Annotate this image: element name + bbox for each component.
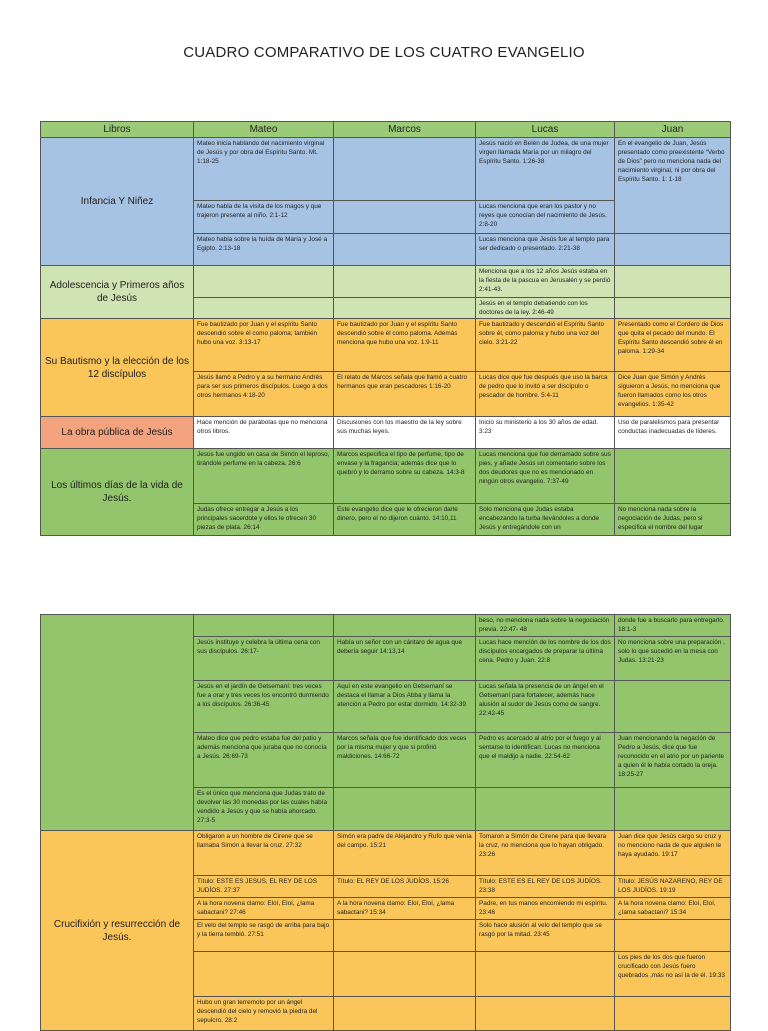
cell-mateo: Hace mención de parábolas que no menciona otros libros.	[194, 417, 334, 449]
category-obra-publica: La obra pública de Jesús	[41, 417, 194, 449]
cell-juan: Juan dice que Jesús cargo su cruz y no menciono nada de que alguien le haya ayudado. 19:17	[615, 831, 731, 876]
cell-juan: donde fue a buscarlo para entregarlo. 18:1-3	[615, 615, 731, 637]
cell-marcos: Fue bautizado por Juan y el espíritu Santo descendió sobre él como paloma. Además menciona que hubo una voz. 1:9-11	[334, 319, 476, 372]
category-bautismo: Su Bautismo y la elección de los 12 discípulos	[41, 319, 194, 417]
cell-juan: No menciona sobre una preparación , solo lo que sucedió en la mesa con Judas. 13:21-23	[615, 637, 731, 681]
cell-juan: No menciona nada sobre la negociación de Judas, pero si especifica el nombre del lugar	[615, 504, 731, 536]
cell-mateo: Mateo dice que pedro estaba fue del patio y además menciona que juraba que no conocía a Jesús. 26:69-73	[194, 733, 334, 788]
cell-mateo	[194, 298, 334, 319]
cell-juan	[615, 681, 731, 733]
cell-marcos: Título: EL REY DE LOS JUDÍOS. 15:26	[334, 876, 476, 898]
table-row	[41, 417, 731, 449]
cell-marcos	[334, 201, 476, 234]
cell-lucas	[476, 997, 615, 1031]
cell-mateo: Fue bautizado por Juan y el espíritu Santo descendió sobre él como paloma; también hubo una voz. 3:13-17	[194, 319, 334, 372]
header-mateo: Mateo	[194, 122, 334, 138]
cell-juan	[615, 449, 731, 504]
category-crucifixion: Crucifixión y resurrección de Jesús.	[41, 831, 194, 1031]
cell-mateo: Jesús llamó a Pedro y a su hermano Andrés para ser sus primeros discípulos. Luego a dos otros hermanos 4:18-20	[194, 372, 334, 417]
cell-mateo: Mateo habla de la visita de los magos y que trajeron presente al niño. 2:1-12	[194, 201, 334, 234]
table-row	[41, 138, 731, 201]
cell-juan	[615, 788, 731, 831]
category-adolescencia: Adolescencia y Primeros años de Jesús	[41, 266, 194, 319]
comparison-table-part-1	[40, 121, 731, 536]
header-row	[41, 122, 731, 138]
cell-marcos	[334, 234, 476, 266]
cell-mateo: Jesús fue ungido en casa de Simón el leproso, tirándole perfume en la cabeza. 26:6	[194, 449, 334, 504]
cell-mateo: Jesús en el jardín de Getsemaní: tres veces fue a orar y tres veces los encontró durmiendo a los discípulos. 26:36-45	[194, 681, 334, 733]
category-ultimos-dias: Los últimos días de la vida de Jesús.	[41, 449, 194, 536]
cell-juan: Presentado como el Cordero de Dios que quita el pecado del mundo. El Espíritu Santo descendió sobre él en paloma. 1:29-34	[615, 319, 731, 372]
cell-juan: Juan mencionando la negación de Pedro a Jesús, dice que fue reconocido en el atrio por un pariente a quien él le había cortado la oreja. 18:25-27	[615, 733, 731, 788]
table-row	[41, 266, 731, 298]
cell-mateo: Mateo inicia hablando del nacimiento virginal de Jesús y por obra del Espíritu Santo. Mt. 1:18-25	[194, 138, 334, 201]
cell-lucas	[476, 952, 615, 997]
cell-mateo: Mateo habla sobre la huída de María y José a Egipto. 2:13-18	[194, 234, 334, 266]
cell-lucas: Lucas señala la presencia de un ángel en el Getsemaní para fortalecer, además hace alusión al sudor de Jesús como de sangre. 22:42-45	[476, 681, 615, 733]
table-row	[41, 449, 731, 504]
cell-juan: En el evangelio de Juan, Jesús presentado como preexistente “Verbo de Dios” pero no menciona nada del nacimiento virginal, ni por obra del Espíritu Santo. 1: 1-18	[615, 138, 731, 234]
header-libros: Libros	[41, 122, 194, 138]
cell-marcos: Simón era padre de Alejandro y Rufo que venía del campo. 15:21	[334, 831, 476, 876]
cell-juan: Título: JESÚS NAZARENO, REY DE LOS JUDÍOS. 19:19	[615, 876, 731, 898]
cell-mateo: Jesús instituye y celebra la última cena con sus discípulos. 26:17-	[194, 637, 334, 681]
cell-lucas: Tomaron a Simón de Cirene para que llevara la cruz, no menciona que lo hayan obligado. 23:26	[476, 831, 615, 876]
cell-marcos	[334, 920, 476, 952]
header-marcos: Marcos	[334, 122, 476, 138]
comparison-table-part-2	[40, 614, 731, 1031]
cell-marcos: Marcos especifica el tipo de perfume, tipo de envase y la fragancia; además dice que lo quebró y lo derramo sobre su cabeza. 14:3-8	[334, 449, 476, 504]
cell-lucas: Solo menciona que Judas estaba encabezando la turba llevándoles a donde Jesús y entregándole con un	[476, 504, 615, 536]
cell-marcos: Discusiones con los maestro de la ley sobre sus muchas leyes.	[334, 417, 476, 449]
cell-juan	[615, 997, 731, 1031]
document-title: CUADRO COMPARATIVO DE LOS CUATRO EVANGELIO	[183, 44, 585, 61]
cell-marcos: Aquí en este evangelio en Getsemaní se destaca el llamar a Dios Abba y llama la atención a Pedro por estar dormido. 14:32-39	[334, 681, 476, 733]
cell-lucas: Padre, en tus manos encomiendo mi espíritu. 23:46	[476, 898, 615, 920]
cell-mateo	[194, 615, 334, 637]
cell-lucas: Lucas menciona que Jesús fue al templo para ser dedicado o presentado. 2:21-38	[476, 234, 615, 266]
cell-juan	[615, 234, 731, 266]
cell-lucas: Lucas menciona que eran los pastor y no reyes que conocían del nacimiento de Jesús. 2:8-20	[476, 201, 615, 234]
cell-lucas: beso, no menciona nada sobre la negociación previa. 22:47- 48	[476, 615, 615, 637]
table-row	[41, 615, 731, 637]
category-infancia: Infancia Y Niñez	[41, 138, 194, 266]
cell-marcos: Marcos señala que fue identificado dos veces por la misma mujer y que si profirió maldiciones. 14:66-72	[334, 733, 476, 788]
cell-mateo: A la hora novena clamo: Eloí, Eloí, ¿lama sabactani? 27:46	[194, 898, 334, 920]
cell-lucas	[476, 788, 615, 831]
cell-lucas: Menciona que a los 12 años Jesús estaba en la fiesta de la pascua en Jerusalén y se perdió 2:41-43.	[476, 266, 615, 298]
cell-juan	[615, 266, 731, 298]
cell-lucas: Título: ESTE ES EL REY DE LOS JUDÍOS. 23:38	[476, 876, 615, 898]
table-row	[41, 831, 731, 876]
cell-marcos	[334, 788, 476, 831]
header-juan: Juan	[615, 122, 731, 138]
cell-juan	[615, 920, 731, 952]
cell-juan: Dice Juan que Simón y Andrés siguieron a Jesús, no menciona que fueron llamados como los otros evangelios. 1:35-42	[615, 372, 731, 417]
table-row	[41, 319, 731, 372]
cell-mateo: Hubo un gran terremoto por un ángel descendió del cielo y removió la piedra del sepulcro. 28:2	[194, 997, 334, 1031]
cell-lucas: Lucas hace mención de los nombre de los dos discípulos encargados de preparar la última cena. Pedro y Juan. 22:8	[476, 637, 615, 681]
cell-lucas: Pedro es acercado al atrio por el fuego y al sentarse lo identifican. Lucas no menciona que el maldijo a nadie. 22:54-62	[476, 733, 615, 788]
cell-lucas: Lucas dice que fue después que uso la barca de pedro que lo invitó a ser discípulo o pescador de hombre. 5:4-11	[476, 372, 615, 417]
cell-juan: Los pies de los dos que fueron crucificado con Jesús fuero quebrados ,más no así la de él. 19:33	[615, 952, 731, 997]
cell-mateo: Es el único que menciona que Judas trato de devolver las 30 monedas por las cuales había vendido a Jesús y que se había ahorcado. 27:3-5	[194, 788, 334, 831]
cell-lucas: Fue bautizado y descendió el Espíritu Santo sobre él, como paloma y hubo una voz del cielo. 3:21-22	[476, 319, 615, 372]
cell-mateo: Judas ofrece entregar a Jesús a los principales sacerdote y ellos le ofrecen 30 piezas de plata. 26:14	[194, 504, 334, 536]
cell-marcos: Este evangelio dice que le ofrecieron darle dinero, pero el no dijeron cuánto. 14:10,11	[334, 504, 476, 536]
header-lucas: Lucas	[476, 122, 615, 138]
cell-marcos	[334, 952, 476, 997]
cell-marcos	[334, 138, 476, 201]
cell-lucas: Lucas menciona que fue derramado sobre sus pies, y añade Jesús un comentario sobre los dos deudores que no es mencionado en ningún otros evangelio. 7:37-49	[476, 449, 615, 504]
cell-juan: Uso de paralelismos para presentar conductas inadecuadas de líderes.	[615, 417, 731, 449]
cell-lucas: Jesús en el templo debatiendo con los doctores de la ley. 2:46-49	[476, 298, 615, 319]
cell-mateo	[194, 952, 334, 997]
cell-mateo: Título: ESTE ES JESUS, EL REY DE LOS JUDÍOS. 27:37	[194, 876, 334, 898]
cell-juan	[615, 298, 731, 319]
cell-mateo: Obligaron a un hombre de Cirene que se llamaba Simón a llevar la cruz. 27:32	[194, 831, 334, 876]
cell-marcos	[334, 266, 476, 298]
cell-mateo	[194, 266, 334, 298]
cell-marcos	[334, 615, 476, 637]
cell-juan: A la hora novena clamo: Eloí, Eloí, ¿lama sabactani? 15:34	[615, 898, 731, 920]
cell-lucas: Jesús nació en Belén de Judea, de una mujer virgen llamada María por un milagro del Espíritu Santo. 1:26-38	[476, 138, 615, 201]
cell-marcos: A la hora novena clamo: Eloí, Eloí, ¿lama sabactani? 15:34	[334, 898, 476, 920]
cell-lucas: Solo hace alusión al velo del templo que se rasgó por la mitad. 23:45	[476, 920, 615, 952]
category-continuation	[41, 615, 194, 831]
cell-mateo: El velo del templo se rasgó de arriba para bajo y la tierra tembló. 27:51	[194, 920, 334, 952]
cell-lucas: Inicio su ministerio a los 30 años de edad. 3:23	[476, 417, 615, 449]
cell-marcos: El relato de Marcos señala que llamó a cuatro hermanos que eran pescadores 1:16-20	[334, 372, 476, 417]
cell-marcos	[334, 298, 476, 319]
cell-marcos: Había un señor con un cántaro de agua que debería seguir 14:13,14	[334, 637, 476, 681]
cell-marcos	[334, 997, 476, 1031]
